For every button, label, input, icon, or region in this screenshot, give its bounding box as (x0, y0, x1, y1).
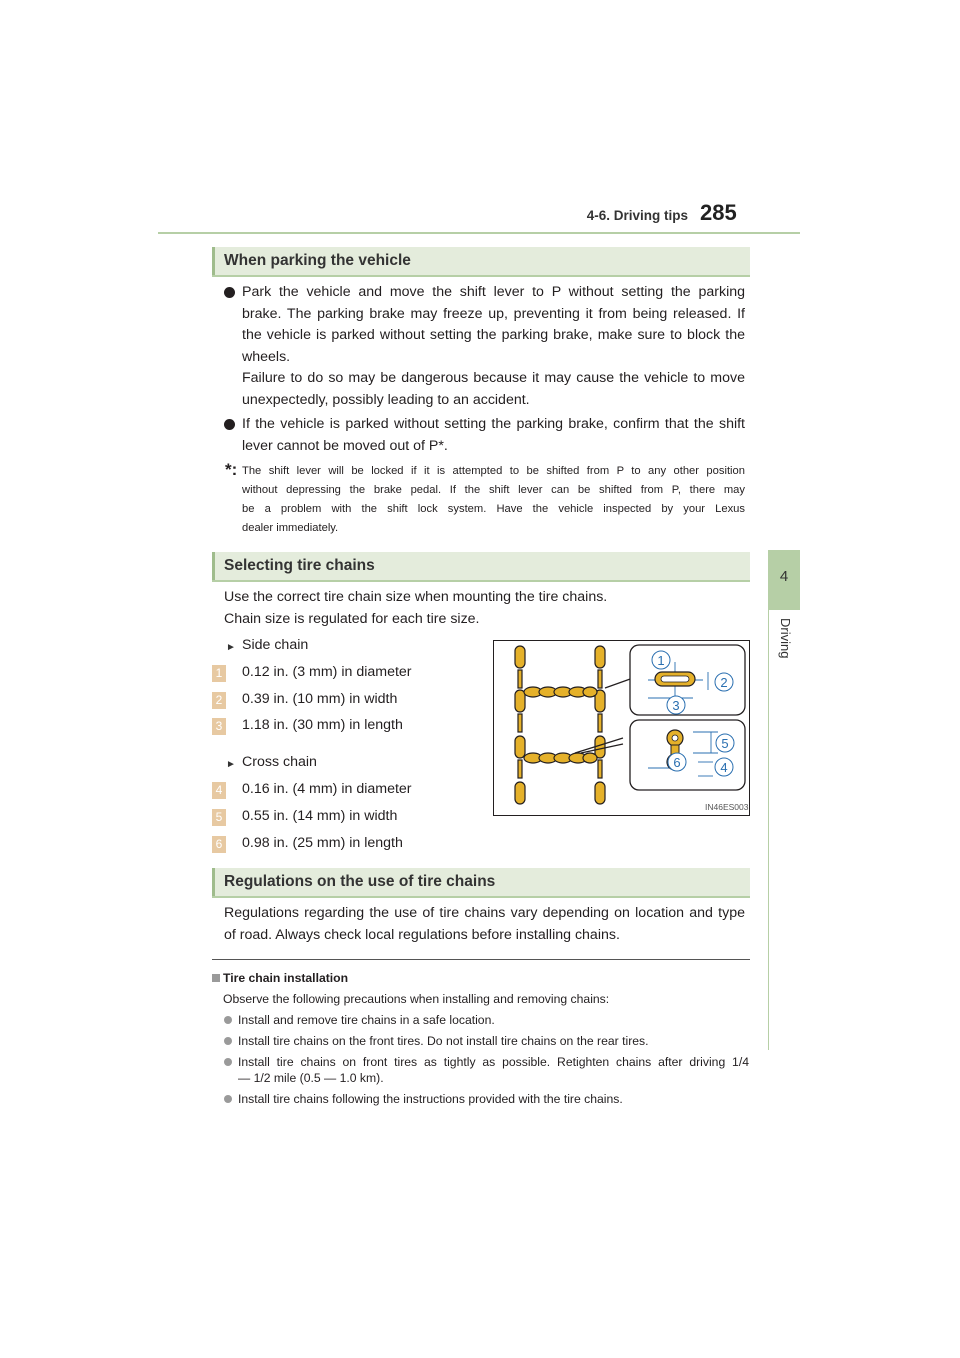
text-line: the vehicle is parked without setting the parking brake, make sure to block the (242, 327, 745, 344)
callout-2: 2 (720, 675, 728, 690)
page-number: 285 (700, 200, 737, 225)
bullet-dot (224, 1095, 232, 1103)
installation-item: Install and remove tire chains in a safe location. (238, 1013, 495, 1027)
text-line: wheels. (242, 348, 291, 365)
text-line: be a problem with the shift lock system. Have the vehicle inspected by your Lexus (242, 503, 745, 515)
number-badge: 3 (212, 718, 226, 735)
callout-1: 1 (657, 653, 665, 668)
callout-5: 5 (721, 736, 729, 751)
square-bullet-icon (212, 974, 220, 982)
text-line: Chain size is regulated for each tire size. (224, 610, 480, 627)
parking-bullet-2 (242, 414, 745, 457)
chapter-label: Driving (778, 618, 793, 659)
section-header-selecting (212, 552, 750, 580)
chapter-tab (768, 550, 800, 610)
cross-chain-bottom (524, 753, 597, 763)
bullet-dot (224, 419, 235, 430)
number-badge: 1 (212, 665, 226, 682)
cross-chain-length: 0.98 in. (25 mm) in length (242, 835, 403, 851)
number-badge: 2 (212, 692, 226, 709)
section-title: Selecting tire chains (224, 557, 375, 574)
text-line: lever cannot be moved out of P*. (242, 437, 448, 454)
bullet-dot (224, 287, 235, 298)
callout-3: 3 (672, 698, 680, 713)
installation-intro: Observe the following precautions when installing and removing chains: (223, 992, 610, 1006)
cross-chain-diameter: 0.16 in. (4 mm) in diameter (242, 781, 412, 797)
side-chain-width: 0.39 in. (10 mm) in width (242, 691, 398, 707)
figure-code: IN46ES003 (705, 802, 749, 812)
section-header-regulations (212, 868, 750, 896)
text-line: dealer immediately. (242, 522, 339, 534)
text-line: Regulations regarding the use of tire chains vary depending on location and type (224, 905, 745, 921)
callout-6: 6 (673, 755, 681, 770)
chapter-tab-rule (768, 610, 769, 1050)
installation-item: Install tire chains on the front tires. Do not install tire chains on the rear tires. (238, 1034, 649, 1048)
number-badge: 6 (212, 836, 226, 853)
cross-chain-heading: Cross chain (242, 754, 317, 770)
section-title: Regulations on the use of tire chains (224, 873, 496, 890)
bullet-dot (224, 1037, 232, 1045)
footnote (242, 462, 745, 538)
side-chain-heading: Side chain (242, 637, 309, 653)
parking-bullet-1 (242, 282, 745, 412)
text-line: If the vehicle is parked without setting the parking brake, confirm that the shift (242, 416, 745, 432)
cross-chain-width: 0.55 in. (14 mm) in width (242, 808, 398, 824)
bullet-dot (224, 1016, 232, 1024)
triangle-bullet-icon: ► (226, 759, 236, 770)
text-line: The shift lever will be locked if it is attempted to be shifted from P to any other position (242, 465, 745, 477)
bullet-dot (224, 1058, 232, 1066)
side-chain-diameter: 0.12 in. (3 mm) in diameter (242, 664, 412, 680)
text-line: Failure to do so may be dangerous because it may cause the vehicle to move (242, 370, 745, 387)
footnote-mark: *: (225, 460, 238, 479)
installation-item: Install tire chains following the instructions provided with the tire chains. (238, 1092, 623, 1106)
notes-divider (212, 959, 750, 960)
triangle-bullet-icon: ► (226, 642, 236, 653)
installation-item: Install tire chains on front tires as tightly as possible. Retighten chains after driving 1/4 (238, 1055, 749, 1069)
header-rule (158, 232, 800, 234)
callout-4: 4 (720, 760, 728, 775)
number-badge: 4 (212, 782, 226, 799)
tire-chain-figure (493, 640, 750, 816)
text-line: brake. The parking brake may freeze up, preventing it from being released. If (242, 305, 745, 322)
selecting-intro (224, 587, 607, 630)
text-line: Use the correct tire chain size when mounting the tire chains. (224, 589, 608, 605)
side-chain-length: 1.18 in. (30 mm) in length (242, 717, 403, 733)
section-header-parking (212, 247, 750, 275)
cross-chain-detail-box (630, 720, 745, 790)
text-line: of road. Always check local regulations before installing chains. (224, 926, 620, 943)
installation-item-continued: — 1/2 mile (0.5 — 1.0 km). (238, 1071, 384, 1085)
chapter-number: 4 (779, 568, 789, 585)
installation-heading: Tire chain installation (223, 971, 349, 985)
regulations-text (224, 903, 745, 946)
text-line: without depressing the brake pedal. If the shift lever can be shifted from P, there may (242, 484, 745, 496)
number-badge: 5 (212, 809, 226, 826)
section-title: When parking the vehicle (224, 252, 411, 269)
text-line: unexpectedly, possibly leading to an accident. (242, 391, 530, 408)
running-header-section: 4-6. Driving tips (586, 208, 688, 223)
cross-chain-top (524, 687, 597, 697)
text-line: Park the vehicle and move the shift lever to P without setting the parking (242, 284, 745, 300)
